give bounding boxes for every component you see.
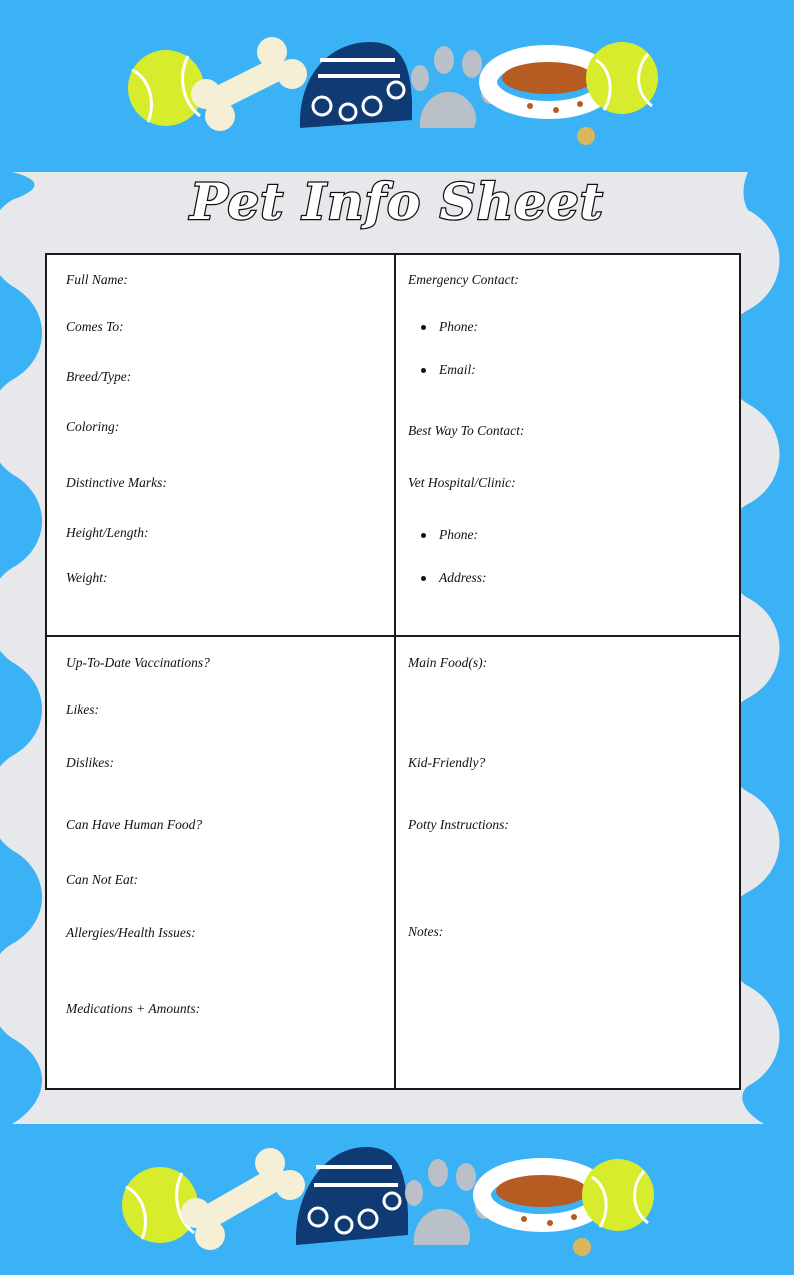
height-length-label: Height/Length: (66, 525, 149, 540)
tennis-ball-icon (582, 1159, 654, 1231)
main-foods-label: Main Food(s): (408, 655, 488, 670)
info-grid (45, 253, 741, 1090)
vet-phone-label: Phone: (439, 527, 478, 542)
food-bowl-icon (300, 42, 412, 128)
human-food-label: Can Have Human Food? (66, 817, 203, 832)
potty-instructions-label: Potty Instructions: (408, 817, 509, 832)
vaccinations-label: Up-To-Date Vaccinations? (66, 655, 210, 670)
distinctive-marks-label: Distinctive Marks: (66, 475, 167, 490)
grid-divider-horizontal (47, 635, 739, 637)
medications-label: Medications + Amounts: (66, 1001, 201, 1016)
notes-label: Notes: (408, 924, 444, 939)
bone-icon (181, 1148, 305, 1250)
kid-friendly-label: Kid-Friendly? (408, 755, 486, 770)
dislikes-label: Dislikes: (66, 755, 114, 770)
food-bowl-icon (296, 1147, 408, 1245)
can-not-eat-label: Can Not Eat: (66, 872, 139, 887)
likes-label: Likes: (66, 702, 99, 717)
best-way-label: Best Way To Contact: (408, 423, 525, 438)
bone-icon (191, 37, 307, 131)
emergency-phone-label: Phone: (439, 319, 478, 334)
breed-type-label: Breed/Type: (66, 369, 132, 384)
emergency-email-label: Email: (439, 362, 476, 377)
collar-icon (482, 1167, 602, 1256)
top-decoration (0, 20, 794, 160)
grid-divider-vertical (394, 255, 396, 1088)
bottom-decoration (0, 1135, 794, 1275)
page-title: Pet Info Sheet (190, 172, 604, 231)
coloring-label: Coloring: (66, 419, 120, 434)
weight-label: Weight: (66, 570, 108, 585)
tennis-ball-icon (586, 42, 658, 114)
emergency-contact-label: Emergency Contact: (408, 272, 519, 287)
comes-to-label: Comes To: (66, 319, 124, 334)
full-name-label: Full Name: (66, 272, 128, 287)
vet-clinic-label: Vet Hospital/Clinic: (408, 475, 516, 490)
allergies-label: Allergies/Health Issues: (66, 925, 196, 940)
vet-address-label: Address: (439, 570, 487, 585)
